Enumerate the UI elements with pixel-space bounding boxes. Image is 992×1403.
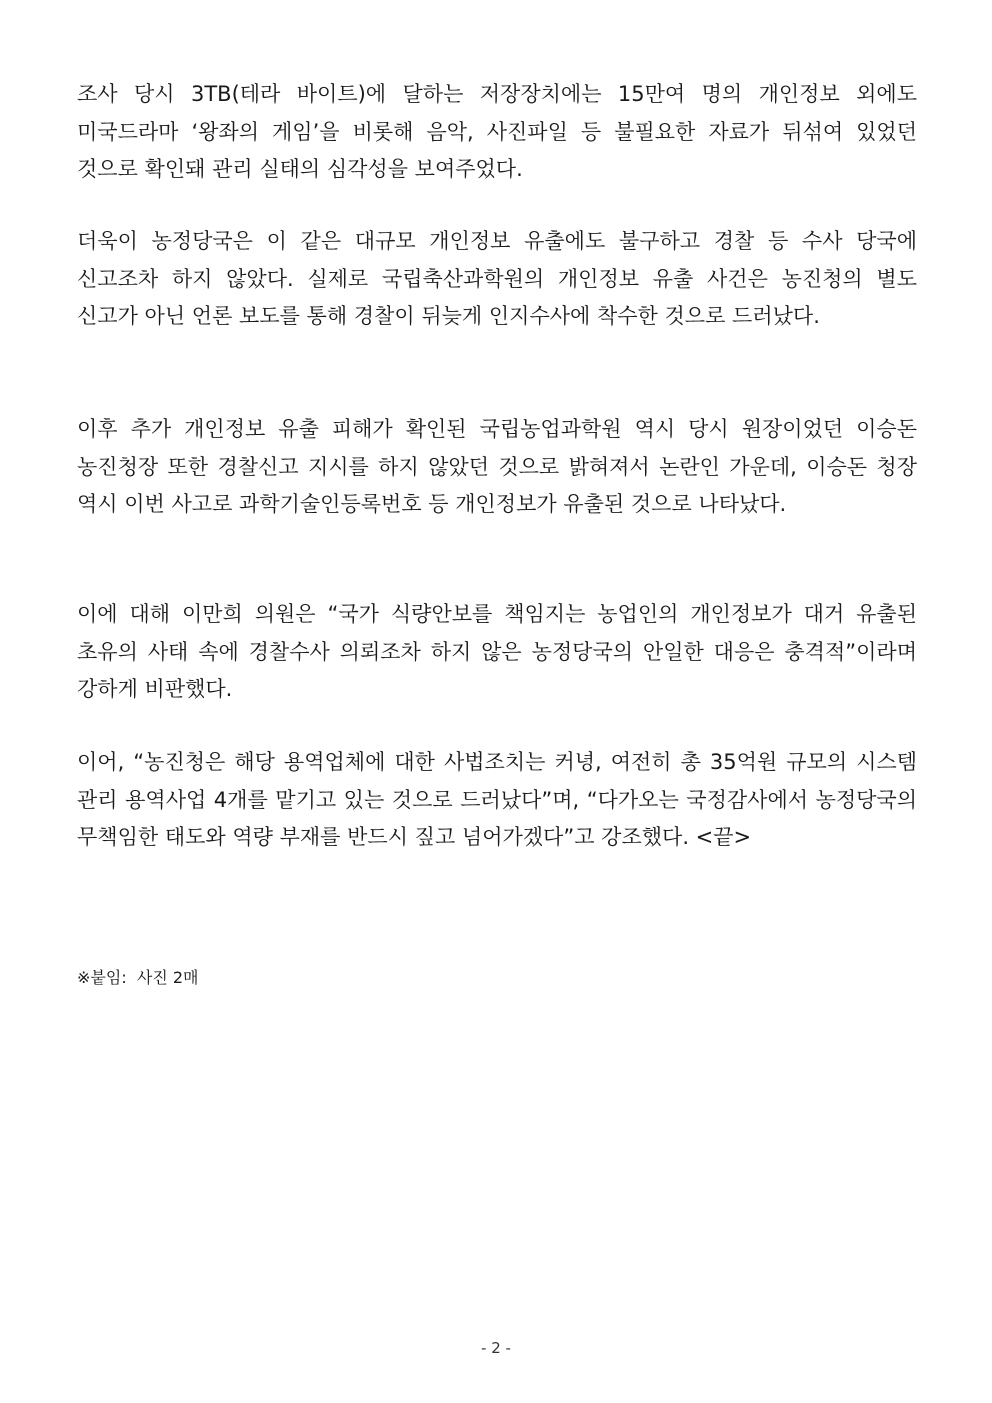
paragraph-storage-contents [77, 76, 917, 189]
paragraph-text: 더욱이 농정당국은 이 같은 대규모 개인정보 유출에도 불구하고 경찰 등 수사 당국에 신고조차 하지 않았다. 실제로 국립축산과학원의 개인정보 유출 사건은 농진청의 별도 신고가 아닌 언론 보도를 통해 경찰이 뒤늦게 인지수사에 착수한 것으로 드러났다. [77, 229, 917, 328]
paragraph-lawmaker-criticism [77, 596, 917, 709]
page-number: - 2 - [481, 1339, 511, 1357]
paragraph-text: 이후 추가 개인정보 유출 피해가 확인된 국립농업과학원 역시 당시 원장이었던 이승돈 농진청장 또한 경찰신고 지시를 하지 않았던 것으로 밝혀져서 논란인 가운데, 이승돈 청장 역시 이번 사고로 과학기술인등록번호 등 개인정보가 유출된 것으로 나타났다. [77, 417, 917, 516]
paragraph-text: 조사 당시 3TB(테라 바이트)에 달하는 저장장치에는 15만여 명의 개인정보 외에도 미국드라마 ‘왕좌의 게임’을 비롯해 음악, 사진파일 등 불필요한 자료가 뒤섞여 있었던 것으로 확인돼 관리 실태의 심각성을 보여주었다. [77, 82, 917, 181]
paragraph-additional-leak [77, 411, 917, 524]
attachment-note: ※붙임: 사진 2매 [77, 968, 199, 987]
paragraph-text: 이어, “농진청은 해당 용역업체에 대한 사법조치는 커녕, 여전히 총 35억원 규모의 시스템 관리 용역사업 4개를 맡기고 있는 것으로 드러났다”며, “다가오는 국정감사에서 농정당국의 무책임한 태도와 역량 부재를 반드시 짚고 넘어가겠다”고 강조했다. <끝> [77, 750, 917, 849]
paragraph-closing-statement [77, 744, 917, 857]
paragraph-text: 이에 대해 이만희 의원은 “국가 식량안보를 책임지는 농업인의 개인정보가 대거 유출된 초유의 사태 속에 경찰수사 의뢰조차 하지 않은 농정당국의 안일한 대응은 충격적”이라며 강하게 비판했다. [77, 602, 917, 701]
paragraph-no-police-report [77, 223, 917, 336]
